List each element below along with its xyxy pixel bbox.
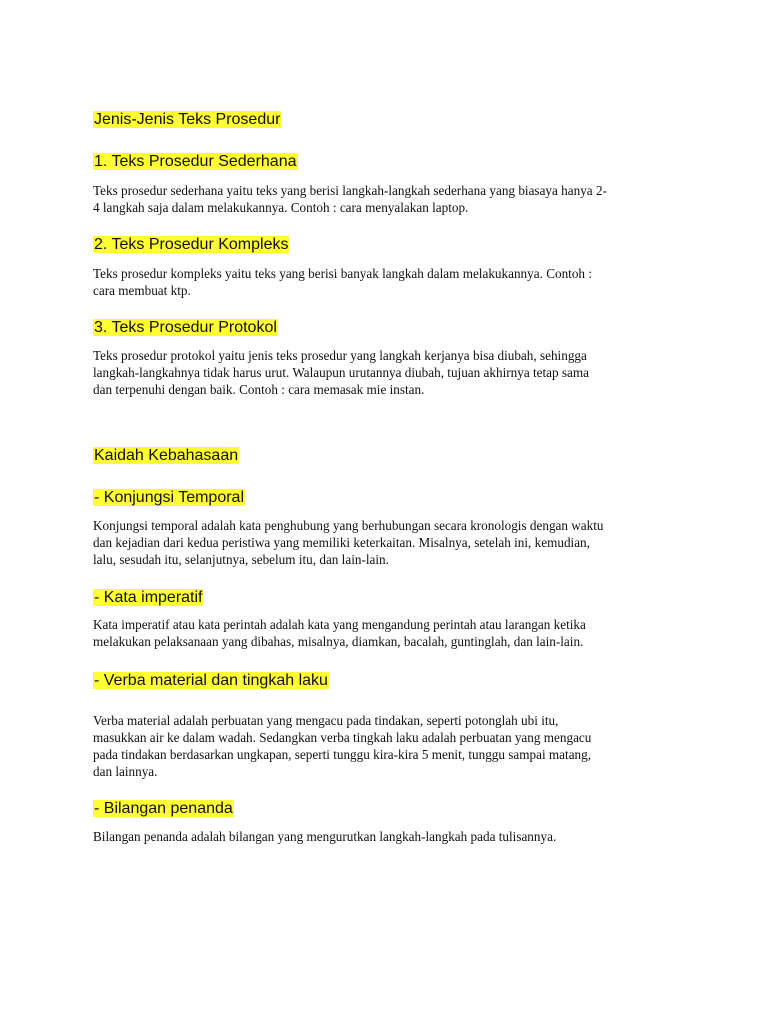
heading-teks-prosedur-kompleks	[93, 235, 289, 254]
heading-highlight: 3. Teks Prosedur Protokol	[94, 319, 277, 336]
paragraph-teks-prosedur-sederhana: Teks prosedur sederhana yaitu teks yang berisi langkah-langkah sederhana yang biasaya hanya 2- 4 langkah saja dalam melakukannya. Contoh : cara menyalakan laptop.	[93, 183, 607, 215]
heading-kata-imperatif	[93, 588, 203, 607]
heading-highlight: - Konjungsi Temporal	[94, 489, 245, 506]
heading-highlight: 1. Teks Prosedur Sederhana	[94, 153, 297, 170]
heading-teks-prosedur-protokol	[93, 318, 278, 337]
heading-bilangan-penanda	[93, 799, 234, 818]
paragraph-teks-prosedur-kompleks: Teks prosedur kompleks yaitu teks yang berisi banyak langkah dalam melakukannya. Contoh : cara membuat ktp.	[93, 266, 592, 298]
paragraph-verba-material: Verba material adalah perbuatan yang mengacu pada tindakan, seperti potonglah ubi itu, masukkan air ke dalam wadah. Sedangkan verba tingkah laku adalah perbuatan yang mengacu pada tindakan berdasarkan ungkapan, seperti tunggu kira-kira 5 menit, tunggu sampai matang, dan lainnya.	[93, 713, 592, 779]
paragraph-kata-imperatif: Kata imperatif atau kata perintah adalah kata yang mengandung perintah atau larangan ketika melakukan pelaksanaan yang dibahas, misalnya, diamkan, bacalah, guntinglah, dan lain-lain.	[93, 617, 586, 649]
heading-highlight: Jenis-Jenis Teks Prosedur	[94, 111, 281, 128]
paragraph-teks-prosedur-protokol: Teks prosedur protokol yaitu jenis teks prosedur yang langkah kerjanya bisa diubah, sehingga langkah-langkahnya tidak harus urut. Walaupun urutannya diubah, tujuan akhirnya tetap sama dan terpenuhi dengan baik. Contoh : cara memasak mie instan.	[93, 348, 590, 397]
heading-highlight: Kaidah Kebahasaan	[94, 447, 239, 464]
paragraph-konjungsi-temporal: Konjungsi temporal adalah kata penghubung yang berhubungan secara kronologis dengan waktu dan kejadian dari kedua peristiwa yang memiliki keterkaitan. Misalnya, setelah ini, kemudian, lalu, sesudah itu, selanjutnya, sebelum itu, dan lain-lain.	[93, 518, 604, 567]
heading-highlight: - Kata imperatif	[94, 589, 203, 606]
heading-jenis-jenis-teks-prosedur	[93, 110, 281, 129]
heading-konjungsi-temporal	[93, 488, 245, 507]
heading-highlight: - Verba material dan tingkah laku	[94, 672, 328, 689]
heading-highlight: - Bilangan penanda	[94, 800, 233, 817]
heading-kaidah-kebahasaan	[93, 446, 239, 465]
paragraph-bilangan-penanda: Bilangan penanda adalah bilangan yang mengurutkan langkah-langkah pada tulisannya.	[93, 829, 557, 844]
heading-verba-material	[93, 671, 329, 690]
heading-teks-prosedur-sederhana	[93, 152, 298, 171]
heading-highlight: 2. Teks Prosedur Kompleks	[94, 236, 289, 253]
